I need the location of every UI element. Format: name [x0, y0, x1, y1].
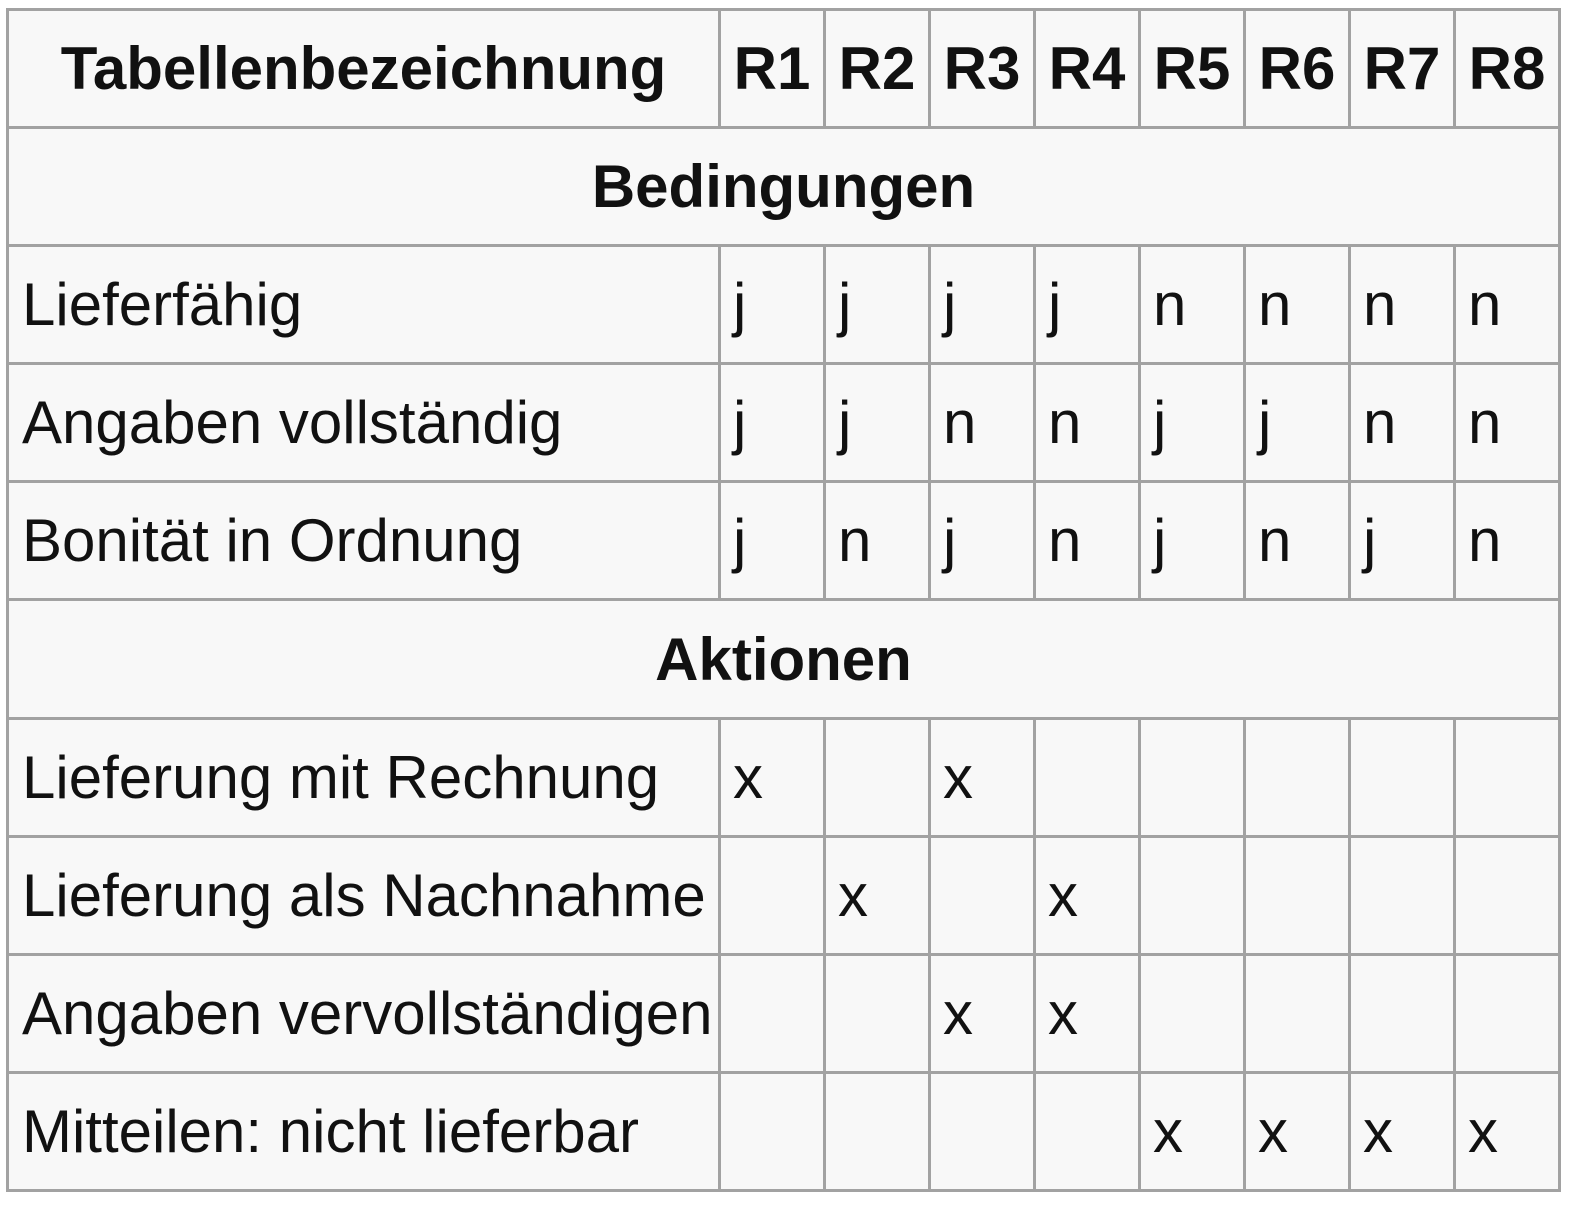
- action-row-value-cell: [1455, 954, 1560, 1072]
- action-row-value-cell: [1350, 718, 1455, 836]
- action-row-value-cell: [720, 836, 825, 954]
- condition-row-value-cell: n: [1350, 364, 1455, 482]
- action-row: [8, 836, 1560, 954]
- action-row-value-cell: [1245, 836, 1350, 954]
- rule-header-cell: R8: [1455, 10, 1560, 128]
- condition-row-value-cell: n: [930, 364, 1035, 482]
- condition-row-label: Angaben vollständig: [8, 364, 720, 482]
- rule-header-cell: R5: [1140, 10, 1245, 128]
- rule-header-cell: R1: [720, 10, 825, 128]
- condition-row-value-cell: n: [1455, 482, 1560, 600]
- condition-row-value-cell: n: [1245, 246, 1350, 364]
- condition-row: [8, 364, 1560, 482]
- section-row-actions: [8, 600, 1560, 718]
- conditions-section-title: Bedingungen: [8, 128, 1560, 246]
- action-row-value-cell: x: [825, 836, 930, 954]
- condition-row-value-cell: n: [1455, 364, 1560, 482]
- decision-table: [6, 8, 1561, 1192]
- action-row-value-cell: x: [1035, 954, 1140, 1072]
- table-body: [8, 10, 1560, 1191]
- action-row-value-cell: x: [930, 954, 1035, 1072]
- action-row-value-cell: [825, 1072, 930, 1190]
- action-row-value-cell: [1140, 836, 1245, 954]
- header-label-cell: Tabellenbezeichnung: [8, 10, 720, 128]
- condition-row-value-cell: j: [1140, 482, 1245, 600]
- action-row-value-cell: x: [1035, 836, 1140, 954]
- condition-row-label: Lieferfähig: [8, 246, 720, 364]
- section-row-conditions: [8, 128, 1560, 246]
- action-row-value-cell: x: [1245, 1072, 1350, 1190]
- condition-row-value-cell: n: [825, 482, 930, 600]
- action-row-value-cell: [720, 1072, 825, 1190]
- action-row: [8, 718, 1560, 836]
- condition-row-value-cell: n: [1140, 246, 1245, 364]
- header-row: [8, 10, 1560, 128]
- action-row-value-cell: [825, 954, 930, 1072]
- action-row-value-cell: [1140, 718, 1245, 836]
- condition-row-value-cell: n: [1350, 246, 1455, 364]
- condition-row: [8, 482, 1560, 600]
- action-row-value-cell: [1035, 718, 1140, 836]
- action-row-value-cell: [1350, 836, 1455, 954]
- action-row-value-cell: [720, 954, 825, 1072]
- action-row-value-cell: x: [1140, 1072, 1245, 1190]
- condition-row-value-cell: j: [930, 482, 1035, 600]
- action-row-value-cell: [930, 1072, 1035, 1190]
- action-row-value-cell: [1455, 836, 1560, 954]
- rule-header-cell: R7: [1350, 10, 1455, 128]
- action-row: [8, 954, 1560, 1072]
- decision-table-container: [6, 8, 1560, 1192]
- condition-row-value-cell: n: [1455, 246, 1560, 364]
- action-row-value-cell: [1245, 718, 1350, 836]
- action-row-value-cell: [1455, 718, 1560, 836]
- action-row-value-cell: x: [720, 718, 825, 836]
- condition-row-value-cell: n: [1035, 364, 1140, 482]
- condition-row: [8, 246, 1560, 364]
- condition-row-label: Bonität in Ordnung: [8, 482, 720, 600]
- rule-header-cell: R6: [1245, 10, 1350, 128]
- action-row-value-cell: [1245, 954, 1350, 1072]
- actions-section-title: Aktionen: [8, 600, 1560, 718]
- condition-row-value-cell: j: [1035, 246, 1140, 364]
- action-row-value-cell: [1140, 954, 1245, 1072]
- condition-row-value-cell: j: [1140, 364, 1245, 482]
- rule-header-cell: R3: [930, 10, 1035, 128]
- condition-row-value-cell: j: [825, 364, 930, 482]
- action-row-value-cell: [1350, 954, 1455, 1072]
- action-row-value-cell: x: [1350, 1072, 1455, 1190]
- condition-row-value-cell: j: [1350, 482, 1455, 600]
- condition-row-value-cell: j: [720, 482, 825, 600]
- condition-row-value-cell: j: [930, 246, 1035, 364]
- action-row-label: Lieferung als Nachnahme: [8, 836, 720, 954]
- condition-row-value-cell: j: [720, 246, 825, 364]
- condition-row-value-cell: j: [825, 246, 930, 364]
- action-row-value-cell: [825, 718, 930, 836]
- action-row-label: Mitteilen: nicht lieferbar: [8, 1072, 720, 1190]
- action-row-value-cell: [1035, 1072, 1140, 1190]
- action-row-label: Lieferung mit Rechnung: [8, 718, 720, 836]
- action-row-label: Angaben vervollständigen: [8, 954, 720, 1072]
- action-row-value-cell: x: [1455, 1072, 1560, 1190]
- condition-row-value-cell: n: [1035, 482, 1140, 600]
- action-row-value-cell: x: [930, 718, 1035, 836]
- rule-header-cell: R4: [1035, 10, 1140, 128]
- condition-row-value-cell: j: [720, 364, 825, 482]
- action-row: [8, 1072, 1560, 1190]
- condition-row-value-cell: n: [1245, 482, 1350, 600]
- rule-header-cell: R2: [825, 10, 930, 128]
- condition-row-value-cell: j: [1245, 364, 1350, 482]
- action-row-value-cell: [930, 836, 1035, 954]
